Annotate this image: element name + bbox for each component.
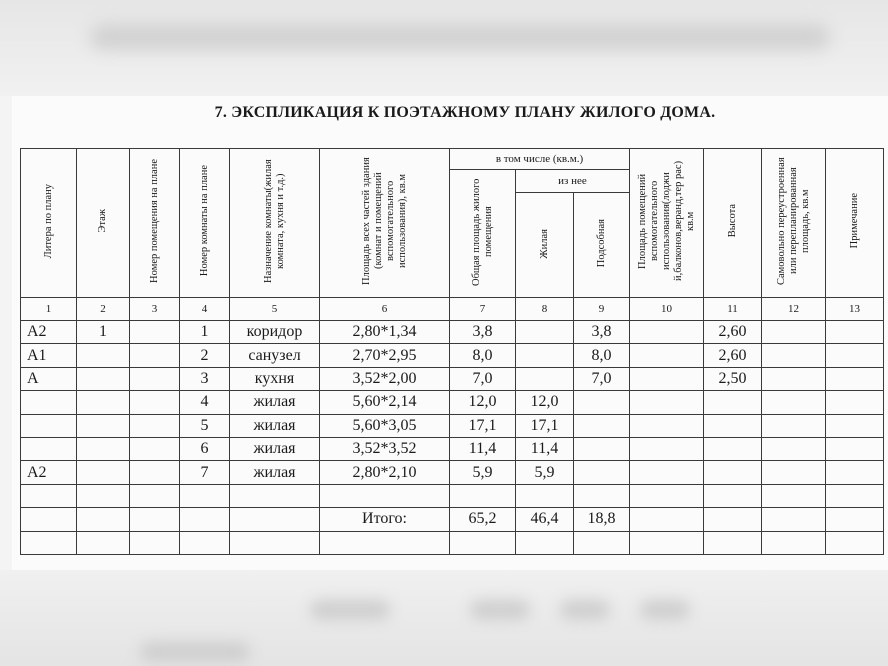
document-page [12,96,888,570]
cell-komnata [180,508,230,531]
cell-etazh: 1 [77,321,130,344]
cell-primechanie [826,437,884,460]
blurred-text-bar [90,24,830,50]
cell-podsobnaya [574,437,630,460]
cell-vspomog [630,508,704,531]
table-row [21,437,884,460]
column-number: 6 [320,298,450,321]
table-row [21,344,884,367]
cell-etazh [77,484,130,507]
column-number: 13 [826,298,884,321]
total-podsobnaya: 18,8 [574,508,630,531]
header-zhilaya: Жилая [516,193,574,298]
column-number: 9 [574,298,630,321]
cell-primechanie [826,484,884,507]
cell-naznachenie: коридор [230,321,320,344]
table-header-row [21,149,884,170]
cell-obschaya: 12,0 [450,391,516,414]
column-number: 4 [180,298,230,321]
cell-primechanie [826,461,884,484]
cell-zhilaya [516,531,574,554]
cell-zhilaya: 17,1 [516,414,574,437]
cell-naznachenie [230,531,320,554]
cell-vysota [704,508,762,531]
cell-pomeschenie [130,414,180,437]
document-title: 7. ЭКСПЛИКАЦИЯ К ПОЭТАЖНОМУ ПЛАНУ ЖИЛОГО ДОМА. [214,104,716,121]
header-v-tom-chisle: в том числе (кв.м.) [450,149,630,170]
cell-podsobnaya [574,461,630,484]
column-number: 1 [21,298,77,321]
cell-vysota [704,484,762,507]
column-number: 2 [77,298,130,321]
cell-vysota: 2,50 [704,367,762,390]
cell-etazh [77,531,130,554]
cell-zhilaya [516,321,574,344]
cell-podsobnaya [574,484,630,507]
blurred-footer-blob [470,600,530,620]
cell-razmer: 3,52*2,00 [320,367,450,390]
cell-podsobnaya: 3,8 [574,321,630,344]
cell-etazh [77,344,130,367]
cell-podsobnaya [574,414,630,437]
cell-samovolno [762,391,826,414]
cell-vspomog [630,391,704,414]
cell-primechanie [826,344,884,367]
column-number: 11 [704,298,762,321]
cell-litera [21,484,77,507]
cell-vspomog [630,531,704,554]
table-row [21,367,884,390]
blurred-footer-blob [640,600,690,620]
header-primechanie: Примечание [826,149,884,298]
cell-vspomog [630,461,704,484]
header-vspomog: Площадь помещений вспомогательного использования(лоджи й,балконов,веранд,тер рас) кв.м [630,149,704,298]
cell-naznachenie: жилая [230,437,320,460]
cell-komnata: 7 [180,461,230,484]
blurred-footer-blob [560,600,610,620]
column-number: 7 [450,298,516,321]
header-naznachenie: Назначение комнаты(жилая комната, кухня и т.д.) [230,149,320,298]
column-number: 5 [230,298,320,321]
cell-pomeschenie [130,508,180,531]
cell-obschaya: 17,1 [450,414,516,437]
cell-etazh [77,508,130,531]
total-row [21,508,884,531]
cell-vspomog [630,414,704,437]
cell-samovolno [762,414,826,437]
cell-pomeschenie [130,437,180,460]
cell-pomeschenie [130,321,180,344]
table-row [21,484,884,507]
cell-razmer [320,484,450,507]
cell-pomeschenie [130,367,180,390]
cell-zhilaya: 5,9 [516,461,574,484]
cell-vspomog [630,484,704,507]
cell-komnata: 3 [180,367,230,390]
total-zhilaya: 46,4 [516,508,574,531]
cell-etazh [77,367,130,390]
header-ploschad-chastei: Площадь всех частей здания (комнат и помещений вспомогательного использования), кв.м [320,149,450,298]
cell-zhilaya: 12,0 [516,391,574,414]
cell-samovolno [762,484,826,507]
cell-komnata: 1 [180,321,230,344]
cell-litera [21,531,77,554]
column-number: 3 [130,298,180,321]
header-vysota: Высота [704,149,762,298]
cell-etazh [77,414,130,437]
cell-litera [21,437,77,460]
table-row [21,414,884,437]
header-samovolno: Самовольно переустроенная или перепланированная площадь, кв.м [762,149,826,298]
total-label: Итого: [320,508,450,531]
cell-vysota: 2,60 [704,321,762,344]
cell-naznachenie [230,484,320,507]
header-litera: Литера по плану [21,149,77,298]
cell-obschaya: 5,9 [450,461,516,484]
header-etazh: Этаж [77,149,130,298]
cell-vysota [704,461,762,484]
cell-samovolno [762,367,826,390]
total-obschaya: 65,2 [450,508,516,531]
cell-naznachenie [230,508,320,531]
cell-etazh [77,437,130,460]
table-row [21,531,884,554]
cell-vspomog [630,344,704,367]
cell-obschaya: 7,0 [450,367,516,390]
cell-primechanie [826,414,884,437]
cell-komnata: 6 [180,437,230,460]
cell-vysota: 2,60 [704,344,762,367]
cell-komnata [180,484,230,507]
cell-podsobnaya [574,391,630,414]
cell-litera: А2 [21,461,77,484]
cell-razmer: 5,60*2,14 [320,391,450,414]
cell-samovolno [762,437,826,460]
cell-samovolno [762,344,826,367]
cell-komnata: 2 [180,344,230,367]
cell-komnata: 5 [180,414,230,437]
cell-primechanie [826,531,884,554]
cell-vysota [704,391,762,414]
blurred-footer-blob [310,600,390,620]
cell-etazh [77,461,130,484]
cell-litera: А2 [21,321,77,344]
cell-pomeschenie [130,484,180,507]
cell-pomeschenie [130,461,180,484]
cell-razmer: 2,80*2,10 [320,461,450,484]
column-number: 12 [762,298,826,321]
header-nomer-pomescheniya: Номер помещения на плане [130,149,180,298]
cell-komnata: 4 [180,391,230,414]
cell-obschaya: 8,0 [450,344,516,367]
cell-razmer: 2,70*2,95 [320,344,450,367]
cell-podsobnaya: 7,0 [574,367,630,390]
cell-razmer: 5,60*3,05 [320,414,450,437]
blurred-footer-area [0,570,888,666]
cell-zhilaya [516,367,574,390]
header-iz-nee: из нее [516,170,630,193]
cell-naznachenie: жилая [230,461,320,484]
cell-naznachenie: санузел [230,344,320,367]
table-row [21,391,884,414]
cell-samovolno [762,321,826,344]
column-numbers-row [21,298,884,321]
cell-samovolno [762,461,826,484]
cell-obschaya: 3,8 [450,321,516,344]
cell-litera: А1 [21,344,77,367]
cell-litera: А [21,367,77,390]
cell-litera [21,414,77,437]
cell-naznachenie: жилая [230,414,320,437]
cell-primechanie [826,508,884,531]
cell-primechanie [826,321,884,344]
cell-vysota [704,414,762,437]
cell-vspomog [630,321,704,344]
cell-naznachenie: кухня [230,367,320,390]
header-podsobnaya: Подсобная [574,193,630,298]
cell-obschaya: 11,4 [450,437,516,460]
blurred-footer-blob [140,642,250,662]
cell-zhilaya: 11,4 [516,437,574,460]
cell-etazh [77,391,130,414]
table-row [21,461,884,484]
cell-pomeschenie [130,344,180,367]
cell-zhilaya [516,484,574,507]
cell-primechanie [826,367,884,390]
cell-obschaya [450,484,516,507]
header-nomer-komnaty: Номер комнаты на плане [180,149,230,298]
cell-naznachenie: жилая [230,391,320,414]
cell-pomeschenie [130,391,180,414]
cell-razmer: 3,52*3,52 [320,437,450,460]
cell-vspomog [630,437,704,460]
cell-podsobnaya: 8,0 [574,344,630,367]
cell-litera [21,391,77,414]
column-number: 10 [630,298,704,321]
cell-zhilaya [516,344,574,367]
cell-obschaya [450,531,516,554]
header-obschaya: Общая площадь жилого помещения [450,170,516,298]
cell-samovolno [762,508,826,531]
cell-litera [21,508,77,531]
cell-vysota [704,531,762,554]
cell-vysota [704,437,762,460]
explication-table [20,148,884,555]
cell-podsobnaya [574,531,630,554]
cell-razmer [320,531,450,554]
cell-vspomog [630,367,704,390]
cell-pomeschenie [130,531,180,554]
table-row [21,321,884,344]
cell-razmer: 2,80*1,34 [320,321,450,344]
column-number: 8 [516,298,574,321]
cell-samovolno [762,531,826,554]
cell-komnata [180,531,230,554]
cell-primechanie [826,391,884,414]
